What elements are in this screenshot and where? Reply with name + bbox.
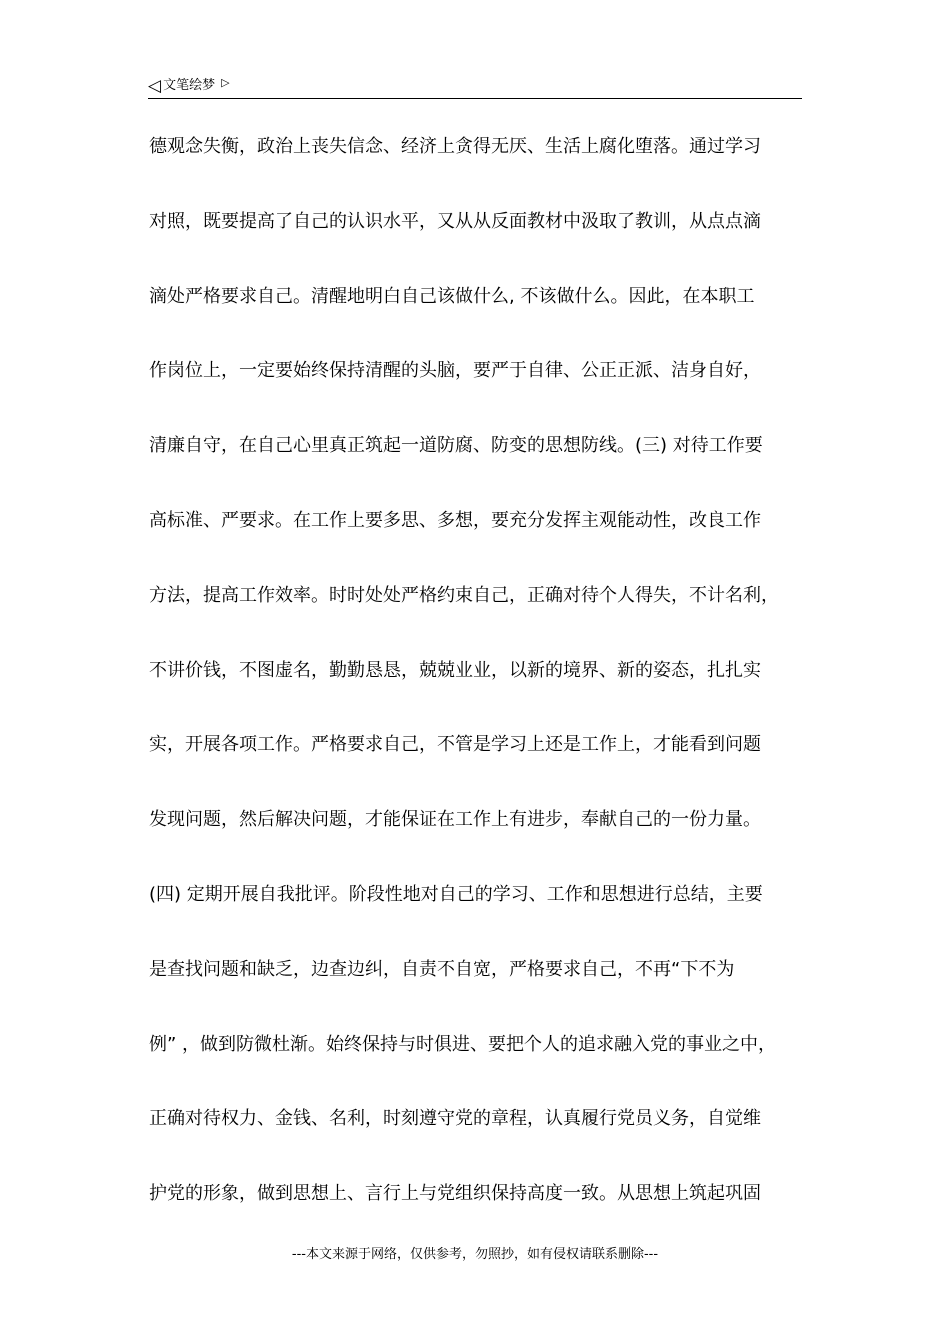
text-line: 实，开展各项工作。严格要求自己，不管是学习上还是工作上，才能看到问题 xyxy=(149,734,761,756)
text-line: 滴处严格要求自己。清醒地明白自己该做什么, 不该做什么。因此，在本职工 xyxy=(149,285,755,307)
header-title: 文笔绘梦 xyxy=(163,78,216,93)
text-line: 是查找问题和缺乏，边查边纠，自责不自宽，严格要求自己，不再“下不为 xyxy=(149,958,735,980)
footer-disclaimer: ---本文来源于网络，仅供参考，勿照抄，如有侵权请联系删除--- xyxy=(291,1247,659,1262)
triangle-right-icon: ▷ xyxy=(221,76,230,89)
text-line: (四) 定期开展自我批评。阶段性地对自己的学习、工作和思想进行总结，主要 xyxy=(149,883,763,905)
header-brand xyxy=(148,74,230,95)
text-line: 发现问题，然后解决问题，才能保证在工作上有进步，奉献自己的一份力量。 xyxy=(149,809,761,831)
text-line: 不讲价钱，不图虚名，勤勤恳恳，兢兢业业，以新的境界、新的姿态，扎扎实 xyxy=(149,659,761,681)
text-line: 德观念失衡，政治上丧失信念、经济上贪得无厌、生活上腐化堕落。通过学习 xyxy=(149,136,761,157)
text-line: 正确对待权力、金钱、名利，时刻遵守党的章程，认真履行党员义务，自觉维 xyxy=(149,1108,761,1130)
text-line: 方法，提高工作效率。时时处处严格约束自己，正确对待个人得失，不计名利， xyxy=(149,584,779,606)
text-line: 例” ，做到防微杜渐。始终保持与时俱进、要把个人的追求融入党的事业之中， xyxy=(149,1033,777,1055)
text-line: 对照，既要提高了自己的认识水平，又从从反面教材中汲取了教训，从点点滴 xyxy=(149,210,761,232)
text-line: 清廉自守，在自己心里真正筑起一道防腐、防变的思想防线。(三) 对待工作要 xyxy=(149,435,763,457)
document-body xyxy=(149,130,829,1252)
page-header xyxy=(148,72,802,99)
text-line: 作岗位上，一定要始终保持清醒的头脑，要严于自律、公正正派、洁身自好， xyxy=(149,360,761,382)
triangle-left-icon: ◁ xyxy=(148,76,162,96)
text-line: 高标准、严要求。在工作上要多思、多想，要充分发挥主观能动性，改良工作 xyxy=(149,509,761,531)
text-line: 护党的形象，做到思想上、言行上与党组织保持高度一致。从思想上筑起巩固 xyxy=(149,1183,761,1205)
